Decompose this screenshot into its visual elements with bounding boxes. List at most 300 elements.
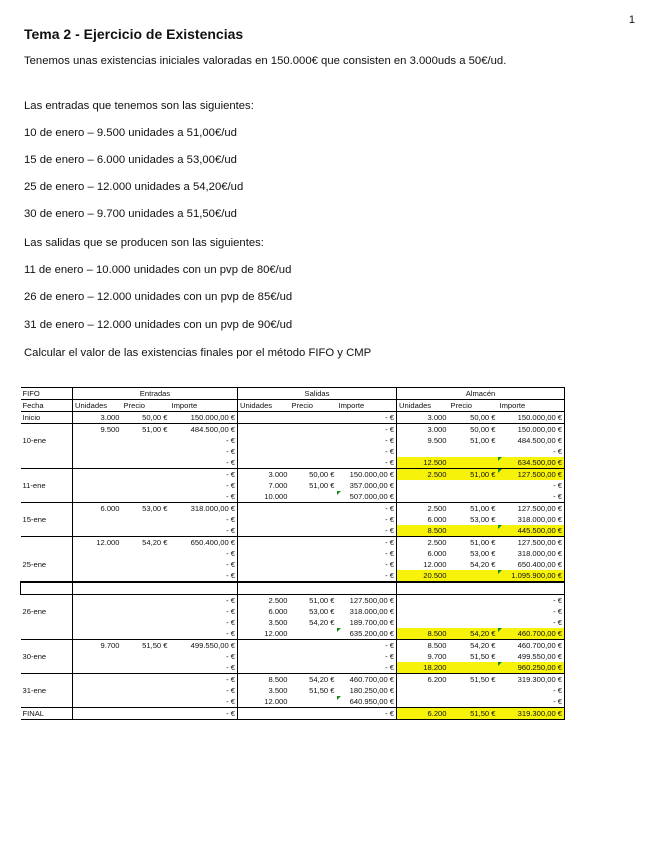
table-cell xyxy=(290,491,337,503)
table-cell: 6.000 xyxy=(397,548,449,559)
table-cell xyxy=(122,595,170,607)
table-cell xyxy=(238,525,290,537)
table-cell: - € xyxy=(498,696,565,708)
salida-line: 11 de enero – 10.000 unidades con un pvp de 80€/ud xyxy=(24,264,292,276)
table-cell xyxy=(238,651,290,662)
table-cell: 318.000,00 € xyxy=(498,514,565,525)
table-row xyxy=(21,696,565,708)
table-cell xyxy=(238,446,290,457)
table-cell xyxy=(238,640,290,652)
table-cell: 50,00 € xyxy=(449,412,498,424)
table-cell xyxy=(449,617,498,628)
table-cell xyxy=(290,503,337,515)
table-cell xyxy=(122,480,170,491)
table-cell: 445.500,00 € xyxy=(498,525,565,537)
table-cell: 50,00 € xyxy=(309,470,335,479)
table-cell: 51,50 € xyxy=(470,675,496,684)
salidas-heading: Las salidas que se producen son las siguientes: xyxy=(24,237,264,249)
table-row xyxy=(21,651,565,662)
table-cell: - € xyxy=(337,662,397,674)
table-cell: - € xyxy=(385,641,394,650)
table-cell xyxy=(73,457,122,469)
table-cell xyxy=(449,570,498,582)
table-cell: - € xyxy=(337,708,397,720)
entrada-line: 25 de enero – 12.000 unidades a 54,20€/ud xyxy=(24,181,244,193)
table-cell: 127.500,00 € xyxy=(498,503,565,515)
table-cell xyxy=(290,662,337,674)
header-cell: Unidades xyxy=(397,400,449,412)
table-cell: 9.700 xyxy=(397,651,449,662)
date-cell: Inicio xyxy=(21,412,73,424)
table-row xyxy=(21,559,565,570)
table-cell: 9.500 xyxy=(73,424,122,436)
table-cell xyxy=(73,708,122,720)
table-cell xyxy=(122,674,170,686)
table-cell xyxy=(122,570,170,582)
date-cell xyxy=(21,570,73,582)
table-cell: 9.500 xyxy=(397,435,449,446)
table-cell: - € xyxy=(385,504,394,513)
header-cell: Fecha xyxy=(21,400,73,412)
table-cell xyxy=(122,617,170,628)
table-cell: 460.700,00 € xyxy=(498,628,565,640)
header-cell: Salidas xyxy=(238,388,397,400)
table-cell xyxy=(122,651,170,662)
table-cell: 3.000 xyxy=(73,412,122,424)
table-cell xyxy=(73,491,122,503)
task-text: Calcular el valor de las existencias finales por el método FIFO y CMP xyxy=(24,347,372,359)
table-cell xyxy=(290,424,337,436)
table-cell xyxy=(238,424,290,436)
table-cell: 20.500 xyxy=(397,570,449,582)
table-cell xyxy=(449,480,498,491)
salida-line: 31 de enero – 12.000 unidades con un pvp de 90€/ud xyxy=(24,319,293,331)
table-cell: 484.500,00 € xyxy=(190,425,235,434)
table-cell xyxy=(122,559,170,570)
table-cell: - € xyxy=(226,675,235,684)
table-cell xyxy=(122,457,170,469)
table-cell: - € xyxy=(337,570,397,582)
table-cell xyxy=(238,457,290,469)
table-cell: - € xyxy=(498,685,565,696)
table-row xyxy=(21,424,565,436)
table-cell: - € xyxy=(226,618,235,627)
date-cell: 30-ene xyxy=(22,652,47,661)
table-cell: - € xyxy=(170,595,238,607)
table-cell: 53,00 € xyxy=(309,607,335,616)
table-cell xyxy=(238,548,290,559)
table-cell: - € xyxy=(170,457,238,469)
table-cell: 7.000 xyxy=(238,480,290,491)
table-row xyxy=(21,469,565,481)
table-cell: 127.500,00 € xyxy=(498,537,565,549)
table-cell: 3.000 xyxy=(397,424,449,436)
table-cell: 635.200,00 € xyxy=(337,628,397,640)
table-cell: - € xyxy=(226,515,235,524)
table-cell: 318.000,00 € xyxy=(190,504,235,513)
header-cell: Precio xyxy=(122,400,170,412)
table-cell xyxy=(290,548,337,559)
spacer-cell xyxy=(337,582,397,595)
salida-line: 26 de enero – 12.000 unidades con un pvp de 85€/ud xyxy=(24,291,293,303)
table-cell: - € xyxy=(226,470,235,479)
table-cell: - € xyxy=(170,628,238,640)
table-cell xyxy=(73,548,122,559)
table-cell xyxy=(449,525,498,537)
table-cell: - € xyxy=(498,491,565,503)
table-row xyxy=(21,514,565,525)
table-cell: 6.000 xyxy=(397,514,449,525)
table-cell xyxy=(73,662,122,674)
table-header-groups xyxy=(21,388,565,400)
intro-text: Tenemos unas existencias iniciales valoradas en 150.000€ que consisten en 3.000uds a 50€/ud. xyxy=(24,55,507,67)
table-cell: - € xyxy=(498,617,565,628)
table-row xyxy=(21,662,565,674)
date-cell xyxy=(21,503,73,515)
table-cell: 318.000,00 € xyxy=(498,548,565,559)
table-cell xyxy=(73,696,122,708)
table-cell xyxy=(290,651,337,662)
table-cell: 54,20 € xyxy=(470,641,496,650)
entrada-line: 10 de enero – 9.500 unidades a 51,00€/ud xyxy=(24,127,237,139)
table-cell: 150.000,00 € xyxy=(498,424,565,436)
table-cell: - € xyxy=(226,686,235,695)
table-cell: 640.950,00 € xyxy=(337,696,397,708)
date-cell: FINAL xyxy=(21,708,73,720)
table-cell xyxy=(290,457,337,469)
table-cell xyxy=(397,606,449,617)
table-cell xyxy=(238,708,290,720)
table-cell: 2.500 xyxy=(238,595,290,607)
table-cell xyxy=(290,628,337,640)
date-cell xyxy=(21,424,73,436)
table-cell: 12.000 xyxy=(73,537,122,549)
header-cell: Precio xyxy=(290,400,337,412)
table-cell: 634.500,00 € xyxy=(498,457,565,469)
table-cell: - € xyxy=(226,549,235,558)
date-cell xyxy=(21,662,73,674)
table-row xyxy=(21,548,565,559)
date-cell xyxy=(21,525,73,537)
table-cell: - € xyxy=(385,447,394,456)
table-cell xyxy=(290,412,337,424)
table-cell: - € xyxy=(226,607,235,616)
table-cell: - € xyxy=(226,652,235,661)
spacer-cell xyxy=(21,582,73,595)
table-cell xyxy=(449,446,498,457)
table-cell xyxy=(449,595,498,607)
header-cell: Almacén xyxy=(397,388,565,400)
table-cell xyxy=(122,435,170,446)
table-cell: 12.000 xyxy=(238,628,290,640)
table-cell xyxy=(73,469,122,481)
table-cell xyxy=(73,628,122,640)
table-cell: 127.500,00 € xyxy=(498,469,565,481)
table-cell: 53,00 € xyxy=(142,504,168,513)
table-cell xyxy=(238,570,290,582)
spacer-cell xyxy=(449,582,498,595)
table-cell: 54,20 € xyxy=(309,675,335,684)
table-cell: 127.500,00 € xyxy=(337,595,397,607)
table-cell: 460.700,00 € xyxy=(498,640,565,652)
table-spacer xyxy=(21,582,565,595)
table-cell: 12.000 xyxy=(238,696,290,708)
table-row xyxy=(21,525,565,537)
date-cell xyxy=(21,595,73,607)
fifo-table xyxy=(20,387,565,720)
table-cell: 650.400,00 € xyxy=(498,559,565,570)
table-cell: - € xyxy=(385,538,394,547)
table-cell xyxy=(290,696,337,708)
table-cell xyxy=(73,446,122,457)
table-cell xyxy=(73,595,122,607)
table-cell xyxy=(122,446,170,457)
table-cell: 650.400,00 € xyxy=(190,538,235,547)
table-cell xyxy=(290,570,337,582)
table-cell xyxy=(122,514,170,525)
date-cell xyxy=(21,548,73,559)
table-cell: 54,20 € xyxy=(449,628,498,640)
table-cell: 484.500,00 € xyxy=(498,435,565,446)
table-cell: - € xyxy=(385,436,394,445)
table-cell xyxy=(290,640,337,652)
table-cell: - € xyxy=(226,560,235,569)
table-cell: 460.700,00 € xyxy=(349,675,394,684)
table-row xyxy=(21,708,565,720)
header-cell: Importe xyxy=(498,400,565,412)
spacer-cell xyxy=(73,582,122,595)
header-cell: Precio xyxy=(449,400,498,412)
table-cell: 54,20 € xyxy=(470,560,496,569)
table-cell: 51,00 € xyxy=(449,469,498,481)
entrada-line: 30 de enero – 9.700 unidades a 51,50€/ud xyxy=(24,208,237,220)
date-cell xyxy=(21,696,73,708)
table-cell xyxy=(122,696,170,708)
header-cell: Unidades xyxy=(238,400,290,412)
table-cell: 499.550,00 € xyxy=(498,651,565,662)
table-row xyxy=(21,446,565,457)
table-cell: 53,00 € xyxy=(470,515,496,524)
table-cell: 8.500 xyxy=(397,628,449,640)
table-cell: 53,00 € xyxy=(470,549,496,558)
table-row xyxy=(21,480,565,491)
table-cell: - € xyxy=(226,447,235,456)
table-cell: - € xyxy=(170,696,238,708)
table-cell: 50,00 € xyxy=(470,425,496,434)
header-cell: Importe xyxy=(170,400,238,412)
table-row xyxy=(21,537,565,549)
table-cell xyxy=(397,491,449,503)
date-cell xyxy=(21,628,73,640)
table-cell: 12.000 xyxy=(397,559,449,570)
table-cell: 960.250,00 € xyxy=(498,662,565,674)
date-cell: 15-ene xyxy=(22,515,47,524)
table-row xyxy=(21,457,565,469)
table-row xyxy=(21,606,565,617)
table-cell: 8.500 xyxy=(238,674,290,686)
table-cell: 18.200 xyxy=(397,662,449,674)
table-cell xyxy=(290,559,337,570)
table-cell: 2.500 xyxy=(397,537,449,549)
table-cell xyxy=(73,559,122,570)
table-cell: - € xyxy=(170,525,238,537)
table-cell: 51,50 € xyxy=(449,708,498,720)
table-cell: - € xyxy=(385,560,394,569)
table-cell xyxy=(238,662,290,674)
table-row xyxy=(21,628,565,640)
date-cell xyxy=(21,640,73,652)
table-row xyxy=(21,491,565,503)
date-cell xyxy=(21,674,73,686)
table-cell xyxy=(238,503,290,515)
table-row xyxy=(21,435,565,446)
page-title: Tema 2 - Ejercicio de Existencias xyxy=(24,26,244,42)
table-cell xyxy=(122,525,170,537)
header-cell: Entradas xyxy=(73,388,238,400)
table-cell xyxy=(449,696,498,708)
table-cell: - € xyxy=(170,708,238,720)
table-cell xyxy=(397,685,449,696)
date-cell xyxy=(21,446,73,457)
table-cell: 51,50 € xyxy=(142,641,168,650)
table-cell: 357.000,00 € xyxy=(349,481,394,490)
table-cell xyxy=(122,685,170,696)
table-cell xyxy=(397,595,449,607)
table-cell: - € xyxy=(337,525,397,537)
entradas-heading: Las entradas que tenemos son las siguientes: xyxy=(24,100,254,112)
table-cell: 3.000 xyxy=(397,412,449,424)
date-cell: 25-ene xyxy=(22,560,47,569)
table-cell xyxy=(449,662,498,674)
entrada-line: 15 de enero – 6.000 unidades a 53,00€/ud xyxy=(24,154,237,166)
table-cell: - € xyxy=(385,425,394,434)
table-cell: - € xyxy=(226,436,235,445)
table-cell xyxy=(449,606,498,617)
table-cell xyxy=(397,480,449,491)
spacer-cell xyxy=(498,582,565,595)
table-cell xyxy=(122,606,170,617)
date-cell xyxy=(21,537,73,549)
table-cell xyxy=(238,537,290,549)
table-cell: 499.550,00 € xyxy=(190,641,235,650)
table-cell: 6.000 xyxy=(238,606,290,617)
spacer-cell xyxy=(397,582,449,595)
table-cell: - € xyxy=(170,662,238,674)
table-cell: - € xyxy=(170,570,238,582)
table-row xyxy=(21,640,565,652)
table-cell: - € xyxy=(498,480,565,491)
table-cell: 51,50 € xyxy=(470,652,496,661)
table-cell: 51,00 € xyxy=(309,481,335,490)
table-cell xyxy=(397,696,449,708)
spacer-cell xyxy=(122,582,170,595)
table-cell xyxy=(290,435,337,446)
table-cell: 3.500 xyxy=(238,685,290,696)
table-cell: 507.000,00 € xyxy=(337,491,397,503)
table-cell: 51,00 € xyxy=(470,436,496,445)
table-cell: 3.000 xyxy=(238,469,290,481)
table-cell: 51,00 € xyxy=(470,504,496,513)
table-cell: 180.250,00 € xyxy=(349,686,394,695)
table-cell xyxy=(449,685,498,696)
table-cell: - € xyxy=(226,481,235,490)
table-cell: 51,50 € xyxy=(309,686,335,695)
table-cell xyxy=(290,514,337,525)
table-cell: 150.000,00 € xyxy=(498,412,565,424)
table-cell: 51,00 € xyxy=(290,595,337,607)
table-cell: - € xyxy=(498,446,565,457)
table-cell: 2.500 xyxy=(397,469,449,481)
table-cell: 12.500 xyxy=(397,457,449,469)
table-cell: - € xyxy=(337,412,397,424)
table-cell: 6.200 xyxy=(397,708,449,720)
table-cell: 51,00 € xyxy=(142,425,168,434)
table-cell xyxy=(73,606,122,617)
table-cell xyxy=(73,435,122,446)
table-cell: 150.000,00 € xyxy=(349,470,394,479)
table-cell: 54,20 € xyxy=(142,538,168,547)
spacer-cell xyxy=(290,582,337,595)
table-cell xyxy=(290,708,337,720)
date-cell: 26-ene xyxy=(22,607,47,616)
table-cell: 54,20 € xyxy=(309,618,335,627)
table-cell xyxy=(73,570,122,582)
page-number: 1 xyxy=(628,14,635,26)
table-cell: - € xyxy=(385,515,394,524)
table-cell: - € xyxy=(170,491,238,503)
table-cell: 189.700,00 € xyxy=(349,618,394,627)
table-row xyxy=(21,412,565,424)
table-cell xyxy=(73,651,122,662)
date-cell xyxy=(21,457,73,469)
table-cell xyxy=(238,435,290,446)
table-row xyxy=(21,674,565,686)
table-cell: 2.500 xyxy=(397,503,449,515)
table-cell: 51,00 € xyxy=(470,538,496,547)
table-cell xyxy=(290,446,337,457)
table-cell xyxy=(73,480,122,491)
table-cell xyxy=(238,514,290,525)
table-cell xyxy=(122,662,170,674)
table-row xyxy=(21,570,565,582)
table-cell: 1.095.900,00 € xyxy=(498,570,565,582)
table-cell: - € xyxy=(385,549,394,558)
table-cell: - € xyxy=(337,457,397,469)
spacer-cell xyxy=(170,582,238,595)
table-cell: 150.000,00 € xyxy=(170,412,238,424)
table-cell xyxy=(73,514,122,525)
table-cell: 8.500 xyxy=(397,640,449,652)
table-header-columns xyxy=(21,400,565,412)
table-row xyxy=(21,503,565,515)
table-cell: - € xyxy=(498,595,565,607)
date-cell: 10-ene xyxy=(22,436,47,445)
date-cell xyxy=(21,469,73,481)
table-cell xyxy=(290,525,337,537)
table-cell xyxy=(122,708,170,720)
header-cell: Unidades xyxy=(73,400,122,412)
table-row xyxy=(21,595,565,607)
table-cell xyxy=(73,674,122,686)
table-cell xyxy=(122,491,170,503)
table-cell: 8.500 xyxy=(397,525,449,537)
header-cell: FIFO xyxy=(21,388,73,400)
table-cell xyxy=(73,617,122,628)
table-cell xyxy=(449,457,498,469)
table-cell xyxy=(122,628,170,640)
table-cell: 6.000 xyxy=(73,503,122,515)
table-cell xyxy=(122,548,170,559)
